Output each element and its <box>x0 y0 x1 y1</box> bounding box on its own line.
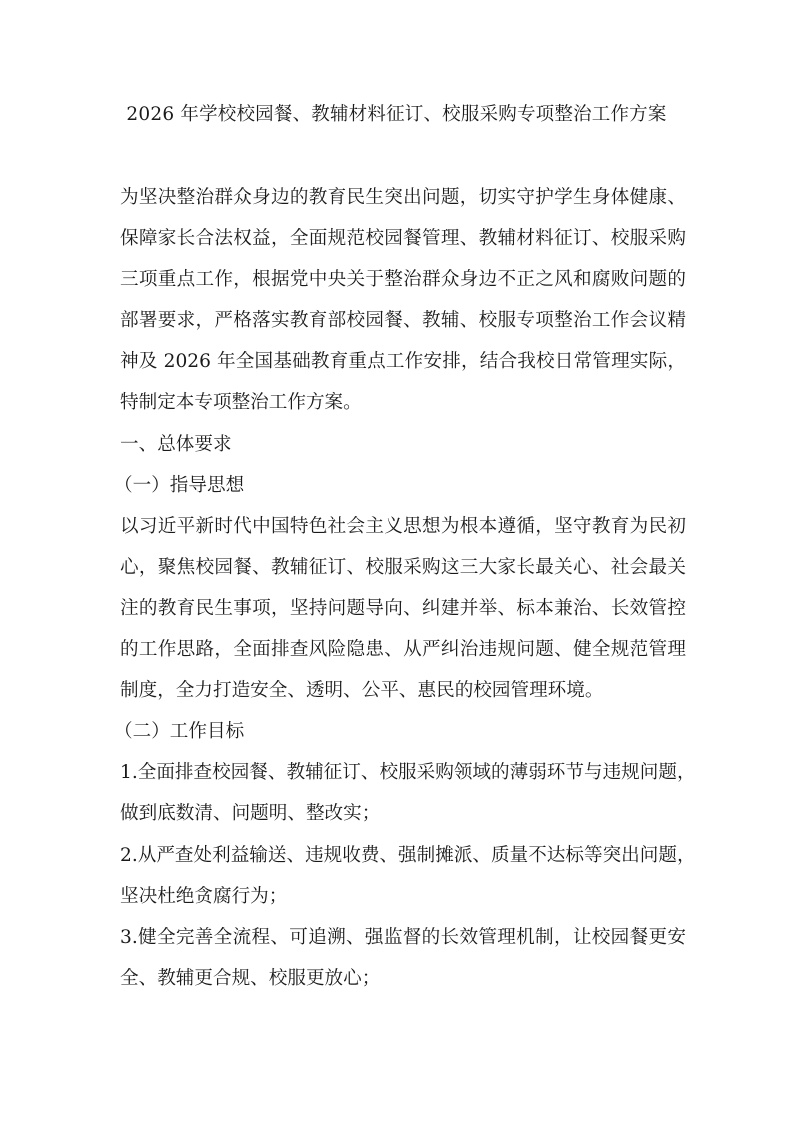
goal-item-1 <box>120 758 696 840</box>
text-line: 的工作思路，全面排查风险隐患、从严纠治违规问题、健全规范管理 <box>120 639 686 661</box>
text-line: 制度，全力打造安全、透明、公平、惠民的校园管理环境。 <box>120 680 604 702</box>
text-line: 心，聚焦校园餐、教辅征订、校服采购这三大家长最关心、社会最关 <box>120 556 686 578</box>
text-line: 部署要求，严格落实教育部校园餐、教辅、校服专项整治工作会议精 <box>120 310 686 332</box>
text-line: 做到底数清、问题明、整改实； <box>120 803 381 825</box>
text-line: 神及 2026 年全国基础教育重点工作安排，结合我校日常管理实际， <box>120 351 686 373</box>
guiding-ideology-paragraph <box>120 512 686 717</box>
text-line: 为坚决整治群众身边的教育民生突出问题，切实守护学生身体健康、 <box>120 187 686 208</box>
subsection-heading: （二）工作目标 <box>114 721 245 743</box>
text-line: 全、教辅更合规、校服更放心； <box>120 967 381 989</box>
goal-item-2 <box>120 841 696 923</box>
intro-paragraph <box>120 183 686 430</box>
subsection-heading: （一）指导思想 <box>114 474 245 496</box>
text-line: 特制定本专项整治工作方案。 <box>120 392 362 414</box>
text-line: 3.健全完善全流程、可追溯、强监督的长效管理机制，让校园餐更安 <box>120 926 686 948</box>
text-line: 注的教育民生事项，坚持问题导向、纠建并举、标本兼治、长效管控 <box>120 597 686 619</box>
document-body <box>114 183 696 1005</box>
text-line: 坚决杜绝贪腐行为； <box>120 885 288 907</box>
text-line: 1.全面排查校园餐、教辅征订、校服采购领域的薄弱环节与违规问题， <box>120 762 696 784</box>
text-line: 三项重点工作，根据党中央关于整治群众身边不正之风和腐败问题的 <box>120 269 686 291</box>
text-line: 2.从严查处利益输送、违规收费、强制摊派、质量不达标等突出问题， <box>120 844 696 866</box>
section-heading: 一、总体要求 <box>120 433 232 455</box>
document-title: 2026 年学校校园餐、教辅材料征订、校服采购专项整治工作方案 <box>126 104 667 125</box>
text-line: 以习近平新时代中国特色社会主义思想为根本遵循，坚守教育为民初 <box>120 515 686 537</box>
text-line: 保障家长合法权益，全面规范校园餐管理、教辅材料征订、校服采购 <box>120 228 686 250</box>
goal-item-3 <box>120 923 686 1005</box>
